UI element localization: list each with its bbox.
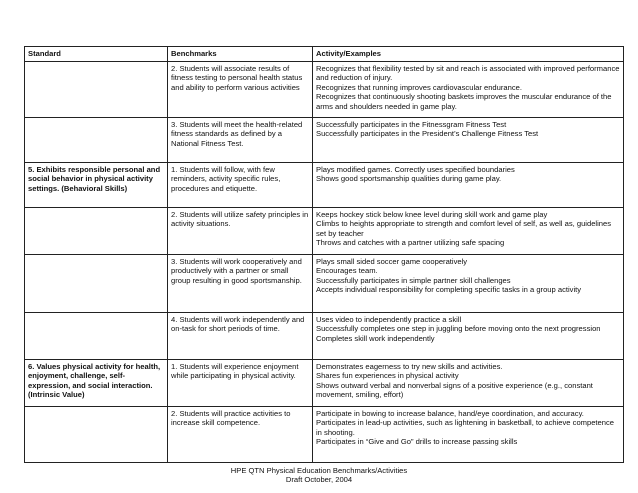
- table-row: [25, 359, 624, 406]
- activity-line: Recognizes that flexibility tested by sit and reach is associated with improved performance and reduction of injury.: [316, 63, 620, 83]
- activity-line: Participates in “Give and Go” drills to increase passing skills: [316, 437, 518, 447]
- activity-line: Successfully participates in simple partner skill challenges: [316, 275, 511, 285]
- activity-cell: [313, 207, 624, 254]
- benchmarks-table: [24, 46, 624, 463]
- activity-cell: [313, 162, 624, 207]
- standard-cell: 6. Values physical activity for health, enjoyment, challenge, self-expression, and social interaction. (Intrinsic Value): [25, 359, 168, 406]
- activity-line: Encourages team.: [316, 266, 378, 276]
- footer-date: Draft October, 2004: [285, 475, 353, 484]
- standard-cell: [25, 117, 168, 162]
- table-header-row: [25, 47, 624, 62]
- standard-cell: [25, 406, 168, 462]
- table-row: [25, 61, 624, 117]
- activity-line: Accepts individual responsibility for completing specific tasks in a group activity: [316, 285, 582, 295]
- activity-line: Shows good sportsmanship qualities during game play.: [316, 174, 502, 184]
- activity-line: Recognizes that continuously shooting baskets improves the muscular endurance of the arms and shoulders needed in game play.: [316, 92, 612, 111]
- activity-cell: [313, 61, 624, 117]
- table-row: [25, 254, 624, 312]
- benchmark-cell: 2. Students will practice activities to increase skill competence.: [168, 406, 313, 462]
- header-standard: Standard: [25, 47, 168, 62]
- standard-cell: [25, 254, 168, 312]
- activity-line: Uses video to independently practice a skill: [316, 314, 462, 324]
- header-activity-examples: Activity/Examples: [313, 47, 624, 62]
- benchmark-cell: 3. Students will work cooperatively and productively with a partner or small group resulting in good sportsmanship.: [168, 254, 313, 312]
- standard-cell: [25, 207, 168, 254]
- activity-line: Throws and catches with a partner utilizing safe spacing: [316, 238, 505, 248]
- activity-line: Shares fun experiences in physical activity: [316, 371, 459, 381]
- header-benchmarks: Benchmarks: [168, 47, 313, 62]
- activity-line: Successfully participates in the Fitnessgram Fitness Test: [316, 119, 507, 129]
- activity-line: Successfully completes one step in juggling before moving onto the next progression: [316, 324, 601, 334]
- table-row: [25, 312, 624, 359]
- benchmark-cell: 1. Students will experience enjoyment while participating in physical activity.: [168, 359, 313, 406]
- activity-line: Climbs to heights appropriate to strength and comfort level of self, as well as, guidelines set by teacher: [316, 219, 612, 238]
- standard-cell: [25, 312, 168, 359]
- benchmark-cell: 1. Students will follow, with few reminders, activity specific rules, procedures and etiquette.: [168, 162, 313, 207]
- table-row: [25, 117, 624, 162]
- activity-cell: [313, 117, 624, 162]
- activity-line: Shows outward verbal and nonverbal signs of a positive experience (e.g., constant movement, smiling, effort): [316, 380, 593, 400]
- activity-line: Successfully participates in the President’s Challenge Fitness Test: [316, 129, 539, 139]
- activity-cell: [313, 406, 624, 462]
- standard-cell: [25, 61, 168, 117]
- activity-cell: [313, 359, 624, 406]
- benchmark-cell: 4. Students will work independently and on-task for short periods of time.: [168, 312, 313, 359]
- table-row: [25, 162, 624, 207]
- table-row: [25, 207, 624, 254]
- activity-line: Plays small sided soccer game cooperatively: [316, 256, 468, 266]
- activity-line: Recognizes that running improves cardiovascular endurance.: [316, 82, 522, 92]
- benchmark-cell: 2. Students will utilize safety principles in activity situations.: [168, 207, 313, 254]
- activity-line: Keeps hockey stick below knee level during skill work and game play: [316, 209, 548, 219]
- benchmark-cell: 3. Students will meet the health-related fitness standards as defined by a National Fitness Test.: [168, 117, 313, 162]
- activity-line: Demonstrates eagerness to try new skills and activities.: [316, 361, 503, 371]
- activity-line: Completes skill work independently: [316, 333, 435, 343]
- footer-title: HPE QTN Physical Education Benchmarks/Activities: [230, 466, 408, 475]
- benchmark-cell: 2. Students will associate results of fitness testing to personal health status and ability to perform various activities: [168, 61, 313, 117]
- activity-line: Plays modified games. Correctly uses specified boundaries: [316, 164, 515, 174]
- activity-line: Participate in bowing to increase balance, hand/eye coordination, and accuracy. Participates in lead-up activities, such as lightening in basketball, to achieve competence in shooting.: [316, 408, 615, 437]
- table-row: [25, 406, 624, 462]
- activity-cell: [313, 312, 624, 359]
- activity-cell: [313, 254, 624, 312]
- standard-cell: 5. Exhibits responsible personal and social behavior in physical activity settings. (Behavioral Skills): [25, 162, 168, 207]
